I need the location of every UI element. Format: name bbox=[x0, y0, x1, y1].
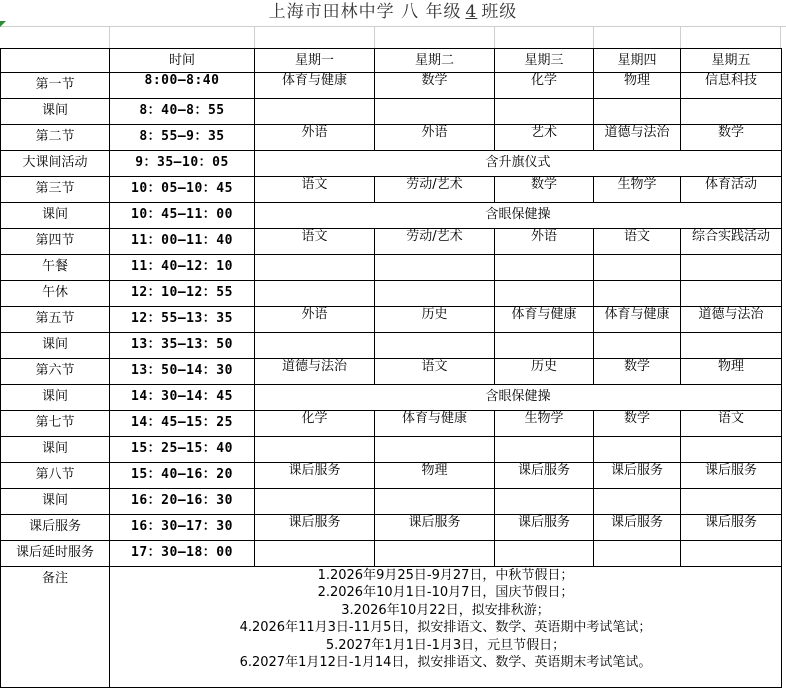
subject-cell-monday: 外语 bbox=[255, 307, 375, 333]
period-label: 第五节 bbox=[1, 307, 110, 333]
subject-cell-tuesday: 数学 bbox=[375, 73, 495, 99]
subject-cell-wednesday: 数学 bbox=[495, 177, 594, 203]
subject-cell-friday: 数学 bbox=[681, 125, 782, 151]
period-row bbox=[1, 463, 782, 489]
period-time: 14：45—15：25 bbox=[110, 411, 255, 437]
note-line: 3.2026年10月22日，拟安排秋游； bbox=[341, 602, 550, 618]
period-time: 11：00—11：40 bbox=[110, 229, 255, 255]
period-row bbox=[1, 411, 782, 437]
period-label: 课间 bbox=[1, 99, 110, 125]
subject-cell-wednesday bbox=[495, 99, 594, 125]
subject-cell-thursday: 道德与法治 bbox=[594, 125, 681, 151]
subject-cell-monday: 课后服务 bbox=[255, 463, 375, 489]
period-time: 16：30—17：30 bbox=[110, 515, 255, 541]
period-time: 11：40—12：10 bbox=[110, 255, 255, 281]
blank-spreadsheet-row bbox=[0, 26, 786, 49]
subject-cell-friday bbox=[681, 489, 782, 515]
class-suffix: 班级 bbox=[481, 2, 518, 22]
period-row bbox=[1, 99, 782, 125]
notes-row bbox=[1, 567, 782, 688]
period-label: 第七节 bbox=[1, 411, 110, 437]
subject-cell-wednesday bbox=[495, 437, 594, 463]
subject-cell-tuesday: 外语 bbox=[375, 125, 495, 151]
note-line: 5.2027年1月1日-1月3日，元旦节假日； bbox=[325, 637, 566, 653]
period-row bbox=[1, 541, 782, 567]
subject-cell-monday bbox=[255, 255, 375, 281]
class-number: 4 bbox=[465, 2, 478, 22]
period-time: 10：05—10：45 bbox=[110, 177, 255, 203]
period-label: 大课间活动 bbox=[1, 151, 110, 177]
note-line: 6.2027年1月12日-1月14日，拟安排语文、数学、英语期末考试笔试。 bbox=[239, 655, 652, 671]
timetable bbox=[0, 48, 782, 688]
period-time: 13：50—14：30 bbox=[110, 359, 255, 385]
merged-note-cell: 含眼保健操 bbox=[255, 385, 782, 411]
day-header-wednesday: 星期三 bbox=[495, 49, 594, 73]
subject-cell-tuesday: 劳动/艺术 bbox=[375, 177, 495, 203]
subject-cell-tuesday bbox=[375, 333, 495, 359]
subject-cell-friday bbox=[681, 281, 782, 307]
subject-cell-monday bbox=[255, 541, 375, 567]
subject-cell-wednesday: 课后服务 bbox=[495, 515, 594, 541]
subject-cell-monday: 道德与法治 bbox=[255, 359, 375, 385]
period-label: 第二节 bbox=[1, 125, 110, 151]
subject-cell-tuesday: 物理 bbox=[375, 463, 495, 489]
period-row bbox=[1, 229, 782, 255]
subject-cell-monday: 语文 bbox=[255, 177, 375, 203]
title-bar bbox=[0, 0, 786, 26]
subject-cell-tuesday: 体育与健康 bbox=[375, 411, 495, 437]
subject-cell-tuesday bbox=[375, 541, 495, 567]
period-time: 12：55—13：35 bbox=[110, 307, 255, 333]
period-time: 12：10—12：55 bbox=[110, 281, 255, 307]
grade-suffix: 年级 bbox=[425, 2, 462, 22]
subject-cell-friday: 体育活动 bbox=[681, 177, 782, 203]
day-header-friday: 星期五 bbox=[681, 49, 782, 73]
subject-cell-wednesday: 历史 bbox=[495, 359, 594, 385]
period-time: 10：45—11：00 bbox=[110, 203, 255, 229]
period-row bbox=[1, 359, 782, 385]
period-row bbox=[1, 281, 782, 307]
period-time: 8：55—9：35 bbox=[110, 125, 255, 151]
subject-cell-wednesday bbox=[495, 281, 594, 307]
subject-cell-wednesday: 外语 bbox=[495, 229, 594, 255]
period-row bbox=[1, 73, 782, 99]
subject-cell-thursday: 物理 bbox=[594, 73, 681, 99]
subject-cell-tuesday: 语文 bbox=[375, 359, 495, 385]
subject-cell-monday: 体育与健康 bbox=[255, 73, 375, 99]
subject-cell-monday: 化学 bbox=[255, 411, 375, 437]
period-row bbox=[1, 437, 782, 463]
subject-cell-monday bbox=[255, 333, 375, 359]
subject-cell-tuesday bbox=[375, 255, 495, 281]
subject-cell-friday: 物理 bbox=[681, 359, 782, 385]
subject-cell-thursday bbox=[594, 281, 681, 307]
subject-cell-friday: 综合实践活动 bbox=[681, 229, 782, 255]
subject-cell-wednesday bbox=[495, 489, 594, 515]
note-line: 1.2026年9月25日-9月27日，中秋节假日； bbox=[317, 568, 574, 583]
subject-cell-thursday: 数学 bbox=[594, 359, 681, 385]
note-line: 4.2026年11月3日-11月5日，拟安排语文、数学、英语期中考试笔试； bbox=[239, 620, 652, 636]
subject-cell-monday: 外语 bbox=[255, 125, 375, 151]
subject-cell-thursday: 课后服务 bbox=[594, 463, 681, 489]
period-row bbox=[1, 203, 782, 229]
period-row bbox=[1, 333, 782, 359]
corner-cell bbox=[1, 49, 110, 73]
day-header-monday: 星期一 bbox=[255, 49, 375, 73]
merged-note-cell: 含升旗仪式 bbox=[255, 151, 782, 177]
subject-cell-wednesday: 课后服务 bbox=[495, 463, 594, 489]
subject-cell-wednesday: 艺术 bbox=[495, 125, 594, 151]
period-time: 8：40—8：55 bbox=[110, 99, 255, 125]
time-header: 时间 bbox=[110, 49, 255, 73]
period-row bbox=[1, 151, 782, 177]
period-label: 课后延时服务 bbox=[1, 541, 110, 567]
subject-cell-thursday bbox=[594, 489, 681, 515]
subject-cell-thursday bbox=[594, 437, 681, 463]
subject-cell-wednesday bbox=[495, 255, 594, 281]
subject-cell-thursday: 语文 bbox=[594, 229, 681, 255]
subject-cell-thursday bbox=[594, 333, 681, 359]
day-header-tuesday: 星期二 bbox=[375, 49, 495, 73]
subject-cell-monday bbox=[255, 281, 375, 307]
period-label: 课后服务 bbox=[1, 515, 110, 541]
subject-cell-tuesday: 课后服务 bbox=[375, 515, 495, 541]
period-time: 9：35—10：05 bbox=[110, 151, 255, 177]
grade-value: 八 bbox=[401, 2, 420, 22]
subject-cell-friday: 道德与法治 bbox=[681, 307, 782, 333]
subject-cell-friday bbox=[681, 255, 782, 281]
subject-cell-thursday: 体育与健康 bbox=[594, 307, 681, 333]
subject-cell-friday bbox=[681, 99, 782, 125]
period-label: 课间 bbox=[1, 385, 110, 411]
period-label: 第八节 bbox=[1, 463, 110, 489]
subject-cell-friday bbox=[681, 437, 782, 463]
period-label: 第四节 bbox=[1, 229, 110, 255]
period-label: 午餐 bbox=[1, 255, 110, 281]
note-line: 2.2026年10月1日-10月7日，国庆节假日； bbox=[317, 585, 574, 601]
merged-note-cell: 含眼保健操 bbox=[255, 203, 782, 229]
subject-cell-tuesday bbox=[375, 437, 495, 463]
period-label: 课间 bbox=[1, 203, 110, 229]
period-label: 课间 bbox=[1, 489, 110, 515]
subject-cell-tuesday bbox=[375, 281, 495, 307]
period-label: 第六节 bbox=[1, 359, 110, 385]
subject-cell-friday: 信息科技 bbox=[681, 73, 782, 99]
subject-cell-thursday: 生物学 bbox=[594, 177, 681, 203]
subject-cell-monday bbox=[255, 99, 375, 125]
notes-cell bbox=[110, 567, 782, 688]
period-row bbox=[1, 255, 782, 281]
period-row bbox=[1, 307, 782, 333]
subject-cell-tuesday bbox=[375, 99, 495, 125]
subject-cell-monday bbox=[255, 489, 375, 515]
period-label: 课间 bbox=[1, 437, 110, 463]
period-label: 第一节 bbox=[1, 73, 110, 99]
subject-cell-friday bbox=[681, 541, 782, 567]
subject-cell-friday: 课后服务 bbox=[681, 463, 782, 489]
subject-cell-wednesday: 生物学 bbox=[495, 411, 594, 437]
subject-cell-monday: 课后服务 bbox=[255, 515, 375, 541]
period-row bbox=[1, 177, 782, 203]
subject-cell-tuesday bbox=[375, 489, 495, 515]
period-row bbox=[1, 515, 782, 541]
header-row bbox=[1, 49, 782, 73]
subject-cell-wednesday bbox=[495, 541, 594, 567]
subject-cell-thursday bbox=[594, 99, 681, 125]
notes-label: 备注 bbox=[1, 567, 110, 688]
period-row bbox=[1, 489, 782, 515]
school-name: 上海市田林中学 bbox=[268, 2, 395, 22]
period-time: 8:00—8:40 bbox=[110, 73, 255, 99]
subject-cell-wednesday: 化学 bbox=[495, 73, 594, 99]
subject-cell-thursday bbox=[594, 541, 681, 567]
subject-cell-wednesday: 体育与健康 bbox=[495, 307, 594, 333]
period-label: 课间 bbox=[1, 333, 110, 359]
subject-cell-monday: 语文 bbox=[255, 229, 375, 255]
subject-cell-thursday bbox=[594, 255, 681, 281]
sheet-title bbox=[0, 0, 786, 24]
period-time: 17：30—18：00 bbox=[110, 541, 255, 567]
subject-cell-friday: 语文 bbox=[681, 411, 782, 437]
subject-cell-friday bbox=[681, 333, 782, 359]
period-label: 第三节 bbox=[1, 177, 110, 203]
period-time: 16：20—16：30 bbox=[110, 489, 255, 515]
period-time: 13：35—13：50 bbox=[110, 333, 255, 359]
period-row bbox=[1, 385, 782, 411]
subject-cell-wednesday bbox=[495, 333, 594, 359]
period-time: 14：30—14：45 bbox=[110, 385, 255, 411]
subject-cell-thursday: 数学 bbox=[594, 411, 681, 437]
subject-cell-thursday: 课后服务 bbox=[594, 515, 681, 541]
period-time: 15：40—16：20 bbox=[110, 463, 255, 489]
period-time: 15：25—15：40 bbox=[110, 437, 255, 463]
day-header-thursday: 星期四 bbox=[594, 49, 681, 73]
cell-comment-marker bbox=[0, 21, 6, 27]
subject-cell-tuesday: 历史 bbox=[375, 307, 495, 333]
subject-cell-tuesday: 劳动/艺术 bbox=[375, 229, 495, 255]
period-label: 午休 bbox=[1, 281, 110, 307]
subject-cell-monday bbox=[255, 437, 375, 463]
period-row bbox=[1, 125, 782, 151]
subject-cell-friday: 课后服务 bbox=[681, 515, 782, 541]
